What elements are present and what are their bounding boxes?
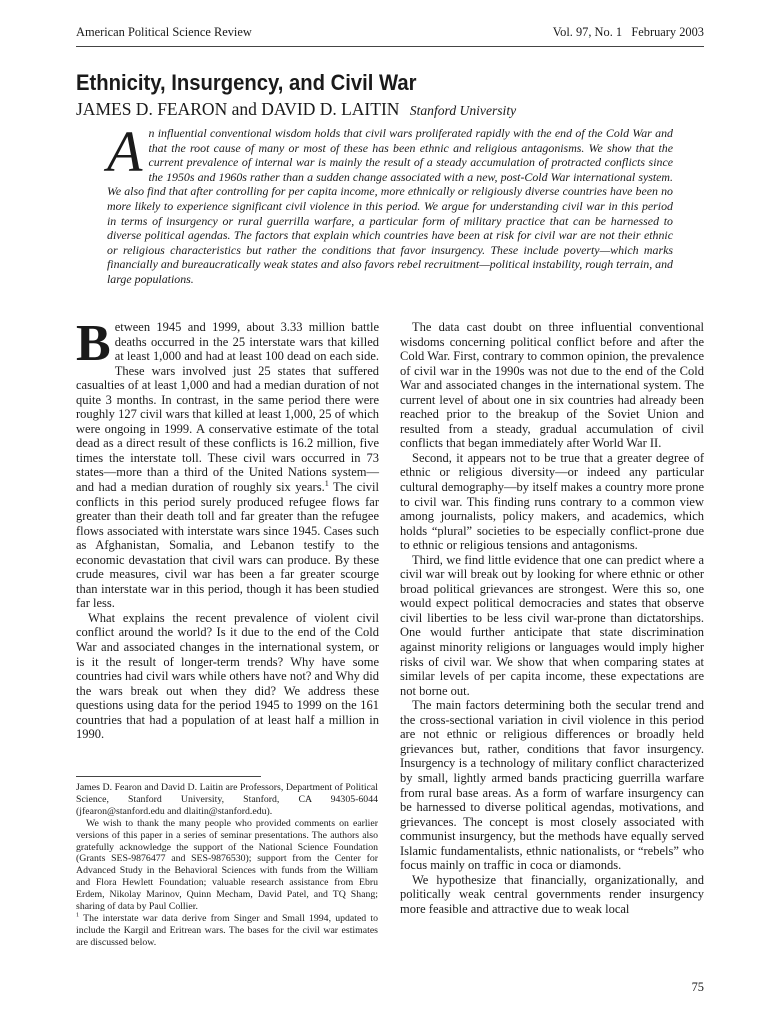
- paragraph: The main factors determining both the secular trend and the cross-sectional variation in civil violence in this period are not ethnic or religious differences or broadly held grievances but, rather, conditions that favor insurgency. Insurgency is a technology of military conflict characterized by small, lightly armed bands practicing guerrilla warfare from rural base areas. As a form of warfare insurgency can be harnessed to diverse political agendas, motivations, and grievances. The concept is most closely associated with communist insurgency, but the methods have equally served Islamic fundamentalists, ethnic nationalists, or “rebels” who focus mainly on traffic in coca or diamonds.: [400, 698, 704, 873]
- journal-name: American Political Science Review: [76, 25, 252, 39]
- footnote-rule: [76, 776, 261, 777]
- header-rule: [76, 46, 704, 47]
- abstract-drop-cap: A: [107, 119, 143, 184]
- article-title: Ethnicity, Insurgency, and Civil War: [76, 70, 417, 95]
- abstract-text: n influential conventional wisdom holds that civil wars proliferated rapidly with the end of the Cold War and that the root cause of many or most of these has been ethnic and religious antagonisms. We show that the current prevalence of internal war is mainly the result of a steady accumulation of protracted conflicts since the 1950s and 1960s rather than a sudden change associated with a new, post-Cold War international system. We also find that after controlling for per capita income, more ethnically or religiously diverse countries have been no more likely to experience significant civil violence in this period. We argue for understanding civil war in this period in terms of insurgency or rural guerrilla warfare, a particular form of military practice that can be harnessed to diverse political agendas. The factors that explain which countries have been at risk for civil war are not their ethnic or religious characteristics but rather the conditions that favor insurgency. These include poverty—which marks financially and bureaucratically weak states and also favors rebel recruitment—political instability, rough terrain, and large populations.: [107, 126, 673, 286]
- body-drop-cap: B: [76, 315, 111, 372]
- left-column: [76, 315, 379, 742]
- paragraph: [76, 315, 379, 611]
- paragraph-text: The civil conflicts in this period surely produced refugee flows far greater than their death toll and far greater than the refugee flows associated with interstate wars since 1945. Cases such as Afghanistan, Somalia, and Lebanon testify to the economic devastation that civil wars can produce. By these crude measures, civil war has been a far greater scourge than interstate war in this period, though it has been studied far less.: [76, 480, 379, 611]
- page-number: 75: [691, 980, 704, 994]
- paragraph: Second, it appears not to be true that a greater degree of ethnic or religious diversity—or indeed any particular cultural demography—by itself makes a country more prone to civil war. This finding runs contrary to a common view among journalists, policy makers, and academics, which holds “plural” societies to be especially conflict-prone due to ethnic or religious tensions and antagonisms.: [400, 450, 704, 553]
- author-names: JAMES D. FEARON and DAVID D. LAITIN: [76, 99, 400, 119]
- issue-info: Vol. 97, No. 1 February 2003: [552, 25, 704, 39]
- footnote-marker: 1: [324, 478, 329, 488]
- footnotes: [76, 782, 378, 949]
- paragraph: What explains the recent prevalence of violent civil conflict around the world? Is it due to the end of the Cold War and associated changes in the international system, or is it the result of longer-term trends? Why have some countries had civil wars while others have not? and Why did the wars break out when they did? We address these questions using data for the period 1945 to 1999 on the 161 countries that had a population of at least half a million in 1990.: [76, 610, 379, 742]
- paragraph: Third, we find little evidence that one can predict where a civil war will break out by looking for where ethnic or other broad political grievances are strongest. Were this so, one would expect political democracies and states that observe civil liberties to be less civil war-prone than dictatorships. One would further anticipate that state discrimination against minority religions or languages would imply higher risks of civil war. We show that when comparing states at similar levels of per capita income, these expectations are not borne out.: [400, 552, 704, 698]
- abstract: [107, 119, 673, 287]
- paragraph: We hypothesize that financially, organizationally, and politically weak central governments render insurgency more feasible and attractive due to weak local: [400, 872, 704, 916]
- running-head: [76, 25, 704, 40]
- footnote-marker: 1: [76, 911, 80, 919]
- paragraph-text: etween 1945 and 1999, about 3.33 million battle deaths occurred in the 25 interstate wars that killed at least 1,000 and had at least 100 dead on each side. These wars involved just 25 states that suffered casualties of at least 1,000 and had a median duration of not quite 3 months. In contrast, in the same period there were roughly 127 civil wars that killed at least 1,000, 25 of which were ongoing in 1999. A conservative estimate of the total dead as a direct result of these conflicts is 16.2 million, five times the interstate toll. These civil wars occurred in 73 states—more than a third of the United Nations system—and had a median duration of roughly six years.: [76, 320, 379, 495]
- footnote-1: [76, 913, 378, 949]
- footnote-text: The interstate war data derive from Singer and Small 1994, updated to include the Kargil and Eritrean wars. The bases for the civil war estimates are discussed below.: [76, 912, 378, 948]
- paragraph: The data cast doubt on three influential conventional wisdoms concerning political conflict before and after the Cold War. First, contrary to common opinion, the prevalence of civil war in the 1990s was not due to the end of the Cold War and associated changes in the international system. The current level of about one in six countries had already been reached prior to the breakup of the Soviet Union and resulted from a steady, gradual accumulation of civil conflicts that began immediately after World War II.: [400, 320, 704, 451]
- author-affiliation: Stanford University: [409, 103, 517, 118]
- author-note: James D. Fearon and David D. Laitin are Professors, Department of Political Science, Stanford University, Stanford, CA 94305-6044 (jfearon@stanford.edu and dlaitin@stanford.edu).: [76, 782, 378, 817]
- acknowledgments: We wish to thank the many people who provided comments on earlier versions of this paper in a series of seminar presentations. The authors also gratefully acknowledge the support of the National Science Foundation (Grants SES-9876477 and SES-9876530); support from the Center for Advanced Study in the Behavioral Sciences with funds from the William and Flora Hewlett Foundation; valuable research assistance from Ebru Erdem, Nikolay Marinov, Quinn Mecham, David Patel, and TQ Shang; sharing of data by Paul Collier.: [76, 817, 378, 913]
- author-line: [76, 99, 516, 120]
- right-column: [400, 320, 704, 916]
